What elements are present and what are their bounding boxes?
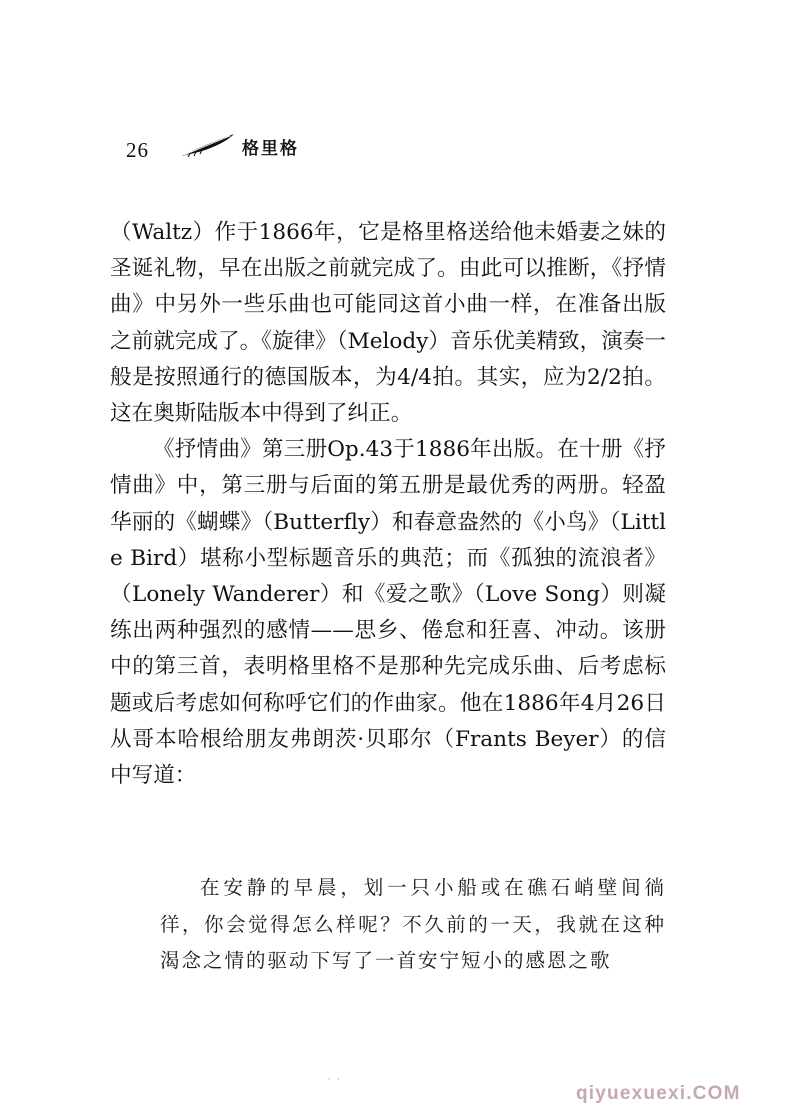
running-title: 格里格 — [242, 139, 299, 159]
paragraph-1: （Waltz）作于1866年，它是格里格送给他未婚妻之妹的圣诞礼物，早在出版之前就完成了。由此可以推断，《抒情曲》中另外一些乐曲也可能同这首小曲一样，在准备出版之前就完成了。《旋律》（Melody）音乐优美精致，演奏一般是按照通行的德国版本，为4/4拍。其实，应为2/2拍。这在奥斯陆版本中得到了纠正。 — [110, 220, 666, 427]
footer-mark: · · — [328, 1075, 342, 1084]
feather-icon — [180, 132, 236, 162]
main-text — [110, 215, 666, 794]
page-number: 26 — [126, 138, 149, 162]
watermark: qiyuexuexi.COM — [576, 1083, 741, 1104]
page-header — [118, 128, 418, 168]
block-quote — [160, 870, 666, 980]
quote-text: 在安静的早晨，划一只小船或在礁石峭壁间徜徉，你会觉得怎么样呢？不久前的一天，我就在这种渴念之情的驱动下写了一首安宁短小的感恩之歌 — [160, 876, 666, 973]
paragraph-2: 《抒情曲》第三册Op.43于1886年出版。在十册《抒情曲》中，第三册与后面的第五册是最优秀的两册。轻盈华丽的《蝴蝶》（Butterfly）和春意盎然的《小鸟》（Little Bird）堪称小型标题音乐的典范；而《孤独的流浪者》（Lonely Wanderer）和《爱之歌》（Love Song）则凝练出两种强烈的感情——思乡、倦怠和狂喜、冲动。该册中的第三首，表明格里格不是那种先完成乐曲、后考虑标题或后考虑如何称呼它们的作曲家。他在1886年4月26日从哥本哈根给朋友弗朗茨·贝耶尔（Frants Beyer）的信中写道： — [110, 437, 666, 789]
